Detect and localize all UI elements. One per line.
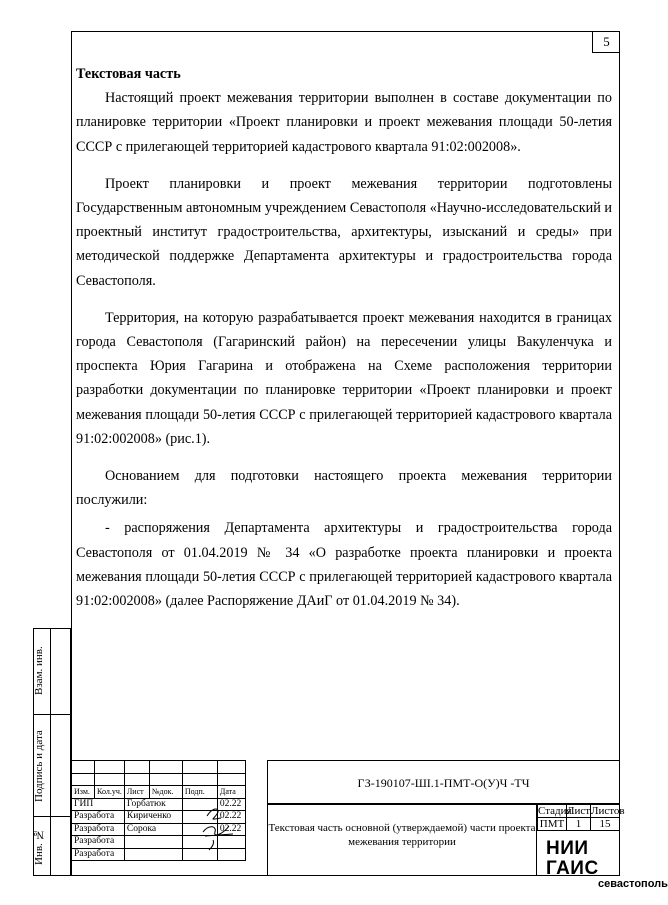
paragraph-4: Основанием для подготовки настоящего проекта межевания территории послужили: xyxy=(76,468,612,509)
sheet-description: Текстовая часть основной (утверждаемой) части проекта межевания территории xyxy=(267,804,537,876)
sheets-value: 15 xyxy=(590,817,620,831)
stage-value: ПМТ xyxy=(537,817,567,831)
sidebar-inv-label: Инв. № xyxy=(33,828,45,866)
sidebar-value-column xyxy=(50,628,71,876)
organization-logo xyxy=(546,838,668,890)
document-body xyxy=(76,62,612,613)
logo-main-text: НИИ ГАИС xyxy=(546,838,599,879)
paragraph-5: - распоряжения Департамента архитектуры и градостроительства города Севастополя от 01.04.2019 № 34 «О разработке проекта планировки и проекта межевания площади 50-летия СССР с прилегающей территорией кадастрового квартала 91:02:002008» (далее Распоряжение ДАиГ от 01.04.2019 № 34). xyxy=(76,520,612,610)
signature-marks xyxy=(199,804,239,850)
paragraph-2: Проект планировки и проект межевания территории подготовлены Государственным автономным учреждением Севастополя «Научно-исследовательский и проектный институт градостроительства, архитектуры, изысканий и среды» при методической поддержке Департамента архитектуры и градостроительства города Севастополя. xyxy=(76,175,612,289)
name-cell: Горбатюк xyxy=(124,798,182,811)
sidebar-vzam-label: Взам. инв. xyxy=(33,646,45,696)
section-title: Текстовая часть xyxy=(76,66,181,82)
header-ndok: №док. xyxy=(149,786,182,799)
sheet-label: Лист xyxy=(567,805,591,817)
header-izm: Изм. xyxy=(72,786,95,799)
sheets-label: Листов xyxy=(591,805,625,817)
page-number: 5 xyxy=(592,31,620,53)
document-code: ГЗ-190107-ШI.1-ПМТ-О(У)Ч -ТЧ xyxy=(267,760,620,804)
header-list: Лист xyxy=(124,786,149,799)
name-cell: Кириченко xyxy=(124,811,182,824)
paragraph-3: Территория, на которую разрабатывается проект межевания находится в границах города Севастополя (Гагаринский район) на пересечении улицы Вакуленчука и проспекта Юрия Гагарина и отображена на Схеме расположения территории разработки документации по планировке территории «Проект планировки и проект межевания площади 50-летия СССР с прилегающей территорией кадастрового квартала 91:02:002008» (рис.1). xyxy=(76,309,612,447)
logo-sub-text: севастополь xyxy=(598,878,668,890)
paragraph-1: Настоящий проект межевания территории выполнен в составе документации по планировке территории «Проект планировки и проект межевания площади 50-летия СССР с прилегающей территорией кадастрового квартала 91:02:002008». xyxy=(76,90,612,155)
name-cell: Сорока xyxy=(124,823,182,836)
left-margin-stamp xyxy=(33,628,71,876)
header-kolych: Кол.уч. xyxy=(95,786,125,799)
role-cell: Разработа xyxy=(72,823,125,836)
sheet-value: 1 xyxy=(566,817,591,831)
role-cell: Разработа xyxy=(72,836,125,849)
role-cell: Разработа xyxy=(72,848,125,861)
date-cell: 02.22 xyxy=(217,811,245,824)
role-cell: ГИП xyxy=(72,798,125,811)
role-cell: Разработа xyxy=(72,811,125,824)
sidebar-podpis-label: Подпись и дата xyxy=(33,730,45,802)
title-block xyxy=(71,760,668,890)
stage-label: Стадия xyxy=(538,805,572,817)
date-cell: 02.22 xyxy=(217,823,245,836)
header-podp: Подп. xyxy=(182,786,217,799)
header-data: Дата xyxy=(217,786,245,799)
date-cell: 02.22 xyxy=(217,798,245,811)
